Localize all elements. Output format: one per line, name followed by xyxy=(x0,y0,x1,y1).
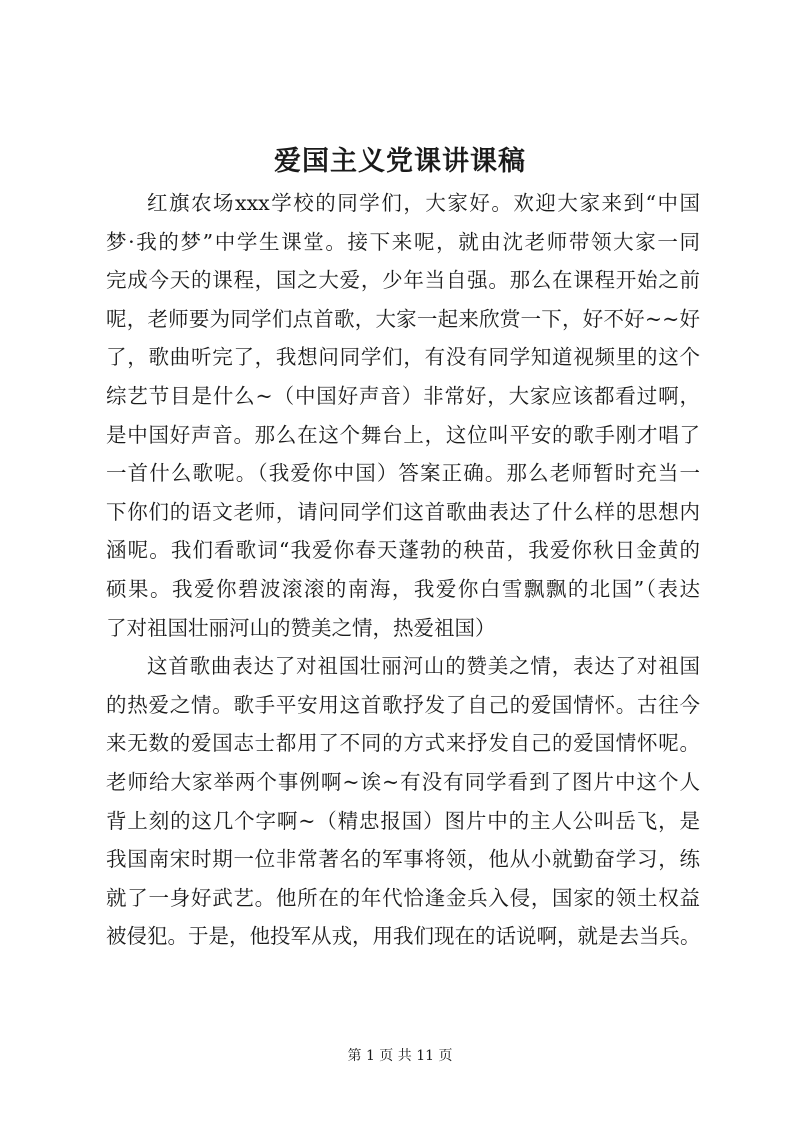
text-line: 呢，老师要为同学们点首歌，大家一起来欣赏一下，好不好~~好 xyxy=(106,306,700,331)
text-line: 硕果。我爱你碧波滚滚的南海，我爱你白雪飘飘的北国”（表达 xyxy=(106,576,700,601)
text-line: 来无数的爱国志士都用了不同的方式来抒发自己的爱国情怀呢。 xyxy=(106,731,700,756)
text-line: 我国南宋时期一位非常著名的军事将领，他从小就勤奋学习，练 xyxy=(106,847,700,872)
page-title: 爱国主义党课讲课稿 xyxy=(274,146,526,177)
text-line: 综艺节目是什么~（中国好声音）非常好，大家应该都看过啊， xyxy=(106,383,700,408)
text-line: 的热爱之情。歌手平安用这首歌抒发了自己的爱国情怀。古往今 xyxy=(106,692,700,717)
text-line: 这首歌曲表达了对祖国壮丽河山的赞美之情，表达了对祖国 xyxy=(147,654,700,679)
text-line: 就了一身好武艺。他所在的年代恰逢金兵入侵，国家的领土权益 xyxy=(106,885,700,910)
text-line: 了对祖国壮丽河山的赞美之情，热爱祖国） xyxy=(106,615,496,640)
text-line: 涵呢。我们看歌词“我爱你春天蓬勃的秧苗，我爱你秋日金黄的 xyxy=(106,538,700,563)
text-line: 完成今天的课程，国之大爱，少年当自强。那么在课程开始之前 xyxy=(106,268,700,293)
text-line: 红旗农场xxx学校的同学们，大家好。欢迎大家来到“中国 xyxy=(147,191,700,215)
text-line: 下你们的语文老师，请问同学们这首歌曲表达了什么样的思想内 xyxy=(106,499,700,524)
text-line: 梦·我的梦”中学生课堂。接下来呢，就由沈老师带领大家一同 xyxy=(106,229,700,254)
text-line: 了，歌曲听完了，我想问同学们，有没有同学知道视频里的这个 xyxy=(106,345,700,370)
text-line: 是中国好声音。那么在这个舞台上，这位叫平安的歌手刚才唱了 xyxy=(106,422,700,447)
text-line: 老师给大家举两个事例啊~诶~有没有同学看到了图片中这个人 xyxy=(106,769,700,794)
text-line: 背上刻的这几个字啊~（精忠报国）图片中的主人公叫岳飞，是 xyxy=(106,808,700,833)
text-line: 被侵犯。于是，他投军从戎，用我们现在的话说啊，就是去当兵。 xyxy=(106,924,701,949)
body-text xyxy=(106,184,700,956)
page-number-footer: 第 1 页 共 11 页 xyxy=(347,1048,453,1064)
text-line: 一首什么歌呢。（我爱你中国）答案正确。那么老师暂时充当一 xyxy=(106,461,700,486)
